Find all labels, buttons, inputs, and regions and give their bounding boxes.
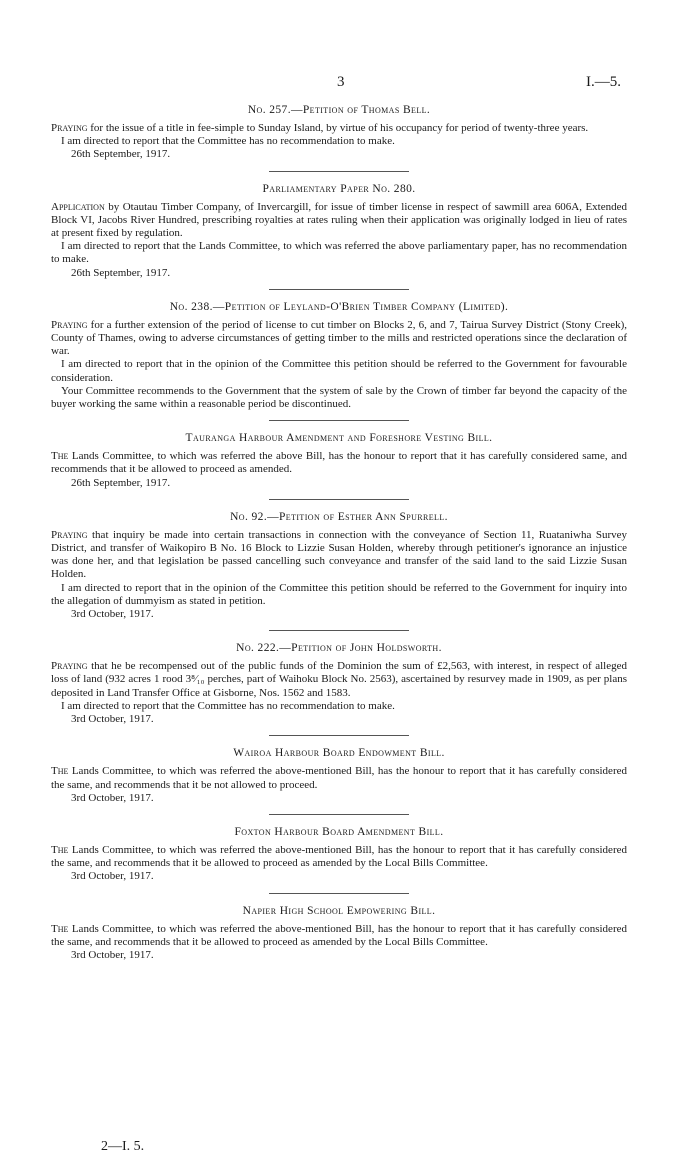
section-heading: Tauranga Harbour Amendment and Foreshore Vesting Bill. bbox=[185, 432, 493, 445]
section-leyland-obrien bbox=[51, 300, 627, 411]
report-text: I am directed to report that the Committee has no recommendation to make. bbox=[61, 135, 395, 148]
document-body bbox=[51, 103, 627, 962]
section-heading: No. 222.—Petition of John Holdsworth. bbox=[236, 642, 442, 655]
section-body bbox=[51, 450, 627, 476]
section-wairoa-harbour bbox=[51, 746, 627, 805]
section-heading: No. 257.—Petition of Thomas Bell. bbox=[247, 104, 431, 116]
report-text: I am directed to report that the Lands Committee, to which was referred the above parliamentary paper, has no recommendation to make. bbox=[51, 240, 627, 266]
section-thomas-bell bbox=[51, 103, 627, 162]
section-napier-high-school bbox=[51, 904, 627, 963]
section-divider bbox=[269, 420, 409, 421]
section-divider bbox=[269, 171, 409, 172]
body-text: Lands Committee, to which was referred the above-mentioned Bill, has the honour to report that it has carefully considered the same, and recommends that it be allowed to proceed as amended by the Local Bills Committee. bbox=[51, 843, 627, 870]
section-body bbox=[51, 765, 627, 791]
date-text: 3rd October, 1917. bbox=[71, 791, 154, 804]
section-john-holdsworth bbox=[51, 641, 627, 726]
lead-word: Praying bbox=[51, 318, 88, 331]
section-parliamentary-paper bbox=[51, 182, 627, 280]
section-divider bbox=[269, 893, 409, 894]
section-divider bbox=[269, 499, 409, 500]
section-divider bbox=[269, 814, 409, 815]
lead-word: The bbox=[51, 843, 69, 856]
body-text: Lands Committee, to which was referred the above Bill, has the honour to report that it has carefully considered same, and recommends that it be allowed to proceed as amended. bbox=[51, 450, 627, 476]
section-body bbox=[51, 319, 627, 359]
section-tauranga-harbour bbox=[51, 431, 627, 490]
date-text: 3rd October, 1917. bbox=[71, 713, 154, 726]
page-number: 3 bbox=[337, 74, 345, 90]
section-heading: Napier High School Empowering Bill. bbox=[242, 904, 436, 917]
date-text: 3rd October, 1917. bbox=[71, 948, 154, 961]
date-text: 26th September, 1917. bbox=[71, 148, 171, 161]
section-esther-spurrell bbox=[51, 510, 627, 621]
section-divider bbox=[269, 289, 409, 290]
document-reference: I.—5. bbox=[586, 74, 621, 90]
lead-word: The bbox=[51, 450, 69, 463]
body-text: that he be recompensed out of the public funds of the Dominion the sum of £2,563, with interest, in respect of alleged loss of land (932 acres 1 rood 3⁸⁄₁₀ perches, part of Waihoku Block No. 2563), ascertained by resurvey made in 1909, as per plans deposited in Land Transfer Office at Gisborne, Nos. 1562 and 1583. bbox=[51, 660, 627, 699]
lead-word: The bbox=[51, 922, 69, 935]
body-text: for the issue of a title in fee-simple to Sunday Island, by virtue of his occupancy for period of twenty-three years. bbox=[87, 122, 589, 134]
body-text: that inquiry be made into certain transactions in connection with the conveyance of Section 11, Ruataniwha Survey District, and transfer of Waikopiro B No. 16 Block to Lizzie Susan Holden, whereby through petitioner's ignorance an injustice was done her, and that legislation be passed cancelling such conveyance and transfer of the said land to the said Lizzie Susan Holden. bbox=[51, 528, 627, 581]
section-divider bbox=[269, 630, 409, 631]
body-text: Lands Committee, to which was referred the above-mentioned Bill, has the honour to report that it has carefully considered the same, and recommends that it be allowed to proceed as amended by the Local Bills Committee. bbox=[51, 922, 627, 948]
recommendation-text: Your Committee recommends to the Government that the system of sale by the Crown of timber far beyond the capacity of the buyer working the same within a reasonable period be discontinued. bbox=[51, 384, 627, 411]
section-body bbox=[51, 122, 627, 135]
report-text: I am directed to report that the Committee has no recommendation to make. bbox=[61, 699, 395, 712]
date-text: 3rd October, 1917. bbox=[71, 870, 154, 883]
section-heading: No. 92.—Petition of Esther Ann Spurrell. bbox=[230, 510, 448, 523]
section-body bbox=[51, 529, 627, 582]
section-body bbox=[51, 201, 627, 241]
body-text: Lands Committee, to which was referred the above-mentioned Bill, has the honour to report that it has carefully considered the same, and recommends that it be not allowed to proceed. bbox=[51, 765, 627, 791]
body-text: for a further extension of the period of license to cut timber on Blocks 2, 6, and 7, Tairua Survey District (Stony Creek), County of Thames, owing to adverse circumstances of getting timber to the mills and restricted operations since the declaration of war. bbox=[51, 318, 627, 358]
section-heading: Parliamentary Paper No. 280. bbox=[262, 182, 416, 195]
section-foxton-harbour bbox=[51, 825, 627, 884]
date-text: 26th September, 1917. bbox=[71, 476, 171, 489]
footer-signature: 2—I. 5. bbox=[101, 1139, 145, 1154]
lead-word: Praying bbox=[51, 122, 88, 134]
section-heading: Foxton Harbour Board Amendment Bill. bbox=[234, 825, 444, 838]
body-text: by Otautau Timber Company, of Invercargill, for issue of timber license in respect of sawmill area 606A, Extended Block VI, Jacobs River Hundred, prescribing royalties at rates ruling when their application was originally lodged in lieu of rates at present fixed by regulation. bbox=[51, 200, 627, 240]
section-body bbox=[51, 923, 627, 949]
date-text: 3rd October, 1917. bbox=[71, 608, 154, 621]
lead-word: Praying bbox=[51, 528, 88, 541]
section-heading: No. 238.—Petition of Leyland-O'Brien Timber Company (Limited). bbox=[169, 300, 509, 313]
report-text: I am directed to report that in the opinion of the Committee this petition should be referred to the Government for favourable consideration. bbox=[51, 358, 627, 384]
lead-word: Application bbox=[51, 200, 105, 213]
section-body bbox=[51, 844, 627, 870]
section-divider bbox=[269, 735, 409, 736]
section-heading: Wairoa Harbour Board Endowment Bill. bbox=[233, 747, 445, 760]
lead-word: The bbox=[51, 765, 69, 778]
date-text: 26th September, 1917. bbox=[71, 266, 171, 279]
lead-word: Praying bbox=[51, 660, 88, 673]
section-body bbox=[51, 660, 627, 700]
report-text: I am directed to report that in the opinion of the Committee this petition should be referred to the Government for inquiry into the allegation of dummyism as stated in petition. bbox=[51, 581, 627, 607]
